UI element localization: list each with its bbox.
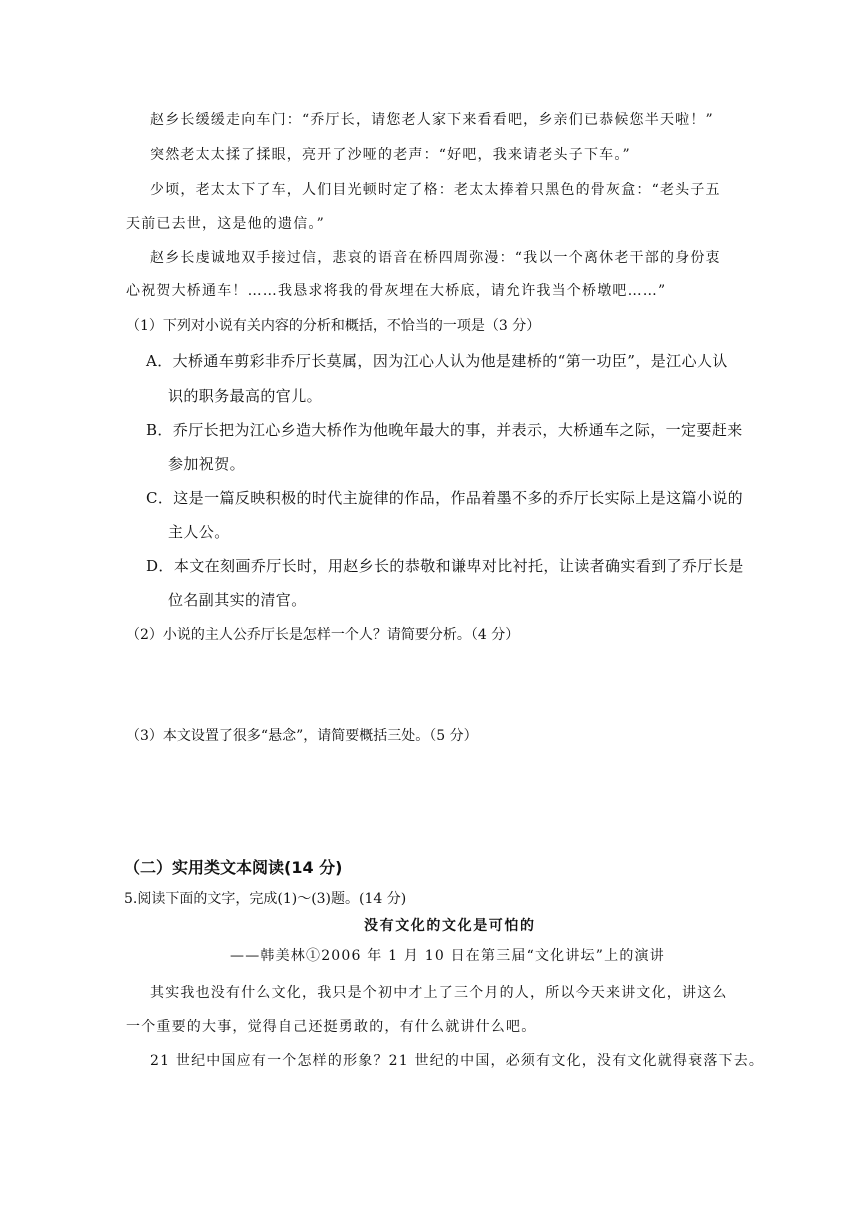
question-2: （2）小说的主人公乔厅长是怎样一个人？请简要分析。（4 分） xyxy=(126,627,520,643)
option-c-line-2: 主人公。 xyxy=(168,523,230,541)
story-paragraph-3-line-1: 少顷，老太太下了车，人们目光顿时定了格：老太太捧着只黑色的骨灰盒：“老头子五 xyxy=(150,182,721,198)
article-title: 没有文化的文化是可怕的 xyxy=(364,918,536,934)
question-1-stem: （1）下列对小说有关内容的分析和概括，不恰当的一项是（3 分） xyxy=(126,318,541,334)
section-heading: （二）实用类文本阅读(14 分) xyxy=(124,858,343,877)
story-paragraph-1: 赵乡长缓缓走向车门：“乔厅长，请您老人家下来看看吧，乡亲们已恭候您半天啦！” xyxy=(150,112,714,128)
option-a-line-2: 识的职务最高的官儿。 xyxy=(168,387,323,405)
option-a-line-1: A．大桥通车剪彩非乔厅长莫属，因为江心人认为他是建桥的“第一功臣”，是江心人认 xyxy=(146,352,728,370)
option-d-line-2: 位名副其实的清官。 xyxy=(168,591,307,609)
story-paragraph-2: 突然老太太揉了揉眼，亮开了沙哑的老声：“好吧，我来请老头子下车。” xyxy=(150,147,631,163)
question-5-instruction: 5.阅读下面的文字，完成(1)～(3)题。(14 分) xyxy=(124,891,407,907)
option-b-line-1: B．乔厅长把为江心乡造大桥作为他晚年最大的事，并表示，大桥通车之际，一定要赶来 xyxy=(146,421,743,439)
option-d-line-1: D．本文在刻画乔厅长时，用赵乡长的恭敬和谦卑对比衬托，让读者确实看到了乔厅长是 xyxy=(146,557,744,575)
question-3: （3）本文设置了很多“悬念”，请简要概括三处。（5 分） xyxy=(126,728,478,744)
story-paragraph-4-line-2: 心祝贺大桥通车！……我恳求将我的骨灰埋在大桥底，请允许我当个桥墩吧……” xyxy=(126,283,667,299)
option-b-line-2: 参加祝贺。 xyxy=(168,455,246,473)
article-subtitle: ——韩美林①2006 年 1 月 10 日在第三届“文化讲坛”上的演讲 xyxy=(230,948,665,964)
article-paragraph-1-line-2: 一个重要的大事，觉得自己还挺勇敢的，有什么就讲什么吧。 xyxy=(126,1019,537,1035)
story-paragraph-3-line-2: 天前已去世，这是他的遗信。” xyxy=(126,216,325,232)
article-paragraph-2: 21 世纪中国应有一个怎样的形象？21 世纪的中国，必须有文化，没有文化就得衰落下去。 xyxy=(150,1053,765,1069)
story-paragraph-4-line-1: 赵乡长虔诚地双手接过信，悲哀的语音在桥四周弥漫：“我以一个离休老干部的身份衷 xyxy=(150,250,721,266)
option-c-line-1: C．这是一篇反映积极的时代主旋律的作品，作品着墨不多的乔厅长实际上是这篇小说的 xyxy=(146,489,744,507)
article-paragraph-1-line-1: 其实我也没有什么文化，我只是个初中才上了三个月的人，所以今天来讲文化，讲这么 xyxy=(150,985,728,1001)
